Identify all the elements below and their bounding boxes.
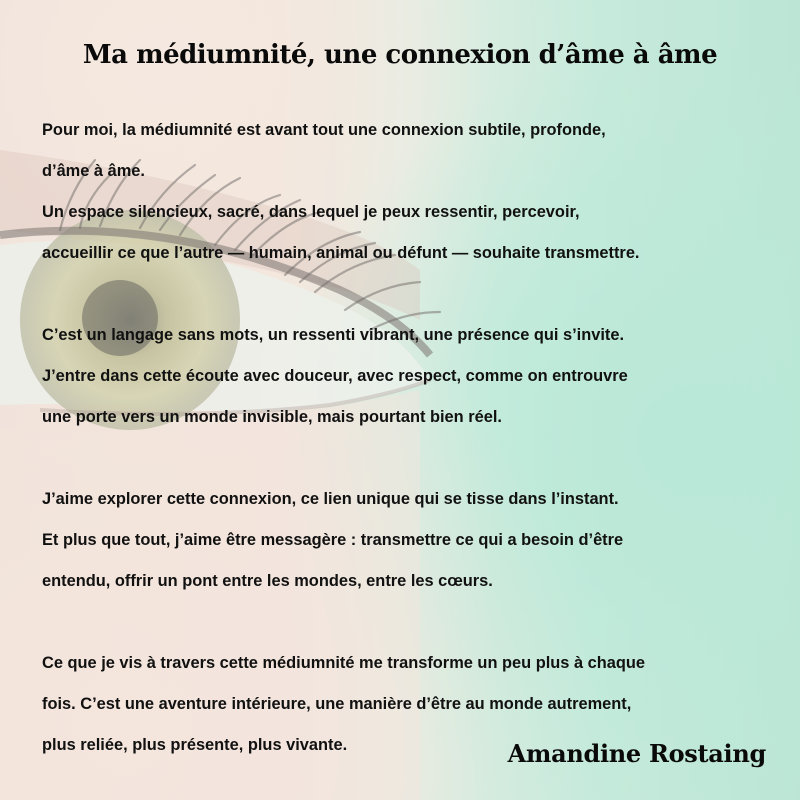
text-line: accueillir ce que l’autre — humain, animal ou défunt — souhaite transmettre.	[42, 244, 640, 262]
body-text	[42, 115, 772, 800]
text-line: fois. C’est une aventure intérieure, une manière d’être au monde autrement,	[42, 695, 632, 713]
text-line: Ce que je vis à travers cette médiumnité me transforme un peu plus à chaque	[42, 654, 646, 672]
text-line: plus reliée, plus présente, plus vivante.	[42, 736, 348, 754]
poster-title: Ma médiumnité, une connexion d’âme à âme	[82, 40, 718, 70]
text-line: C’est un langage sans mots, un ressenti vibrant, une présence qui s’invite.	[42, 326, 625, 344]
text-line: Un espace silencieux, sacré, dans lequel je peux ressentir, percevoir,	[42, 203, 580, 221]
text-line: Et plus que tout, j’aime être messagère : transmettre ce qui a besoin d’être	[42, 531, 624, 549]
author-signature: Amandine Rostaing	[507, 739, 766, 768]
text-line: Pour moi, la médiumnité est avant tout une connexion subtile, profonde,	[42, 121, 606, 139]
text-line: d’âme à âme.	[42, 162, 145, 180]
text-line: J’aime explorer cette connexion, ce lien unique qui se tisse dans l’instant.	[42, 490, 619, 508]
paragraph-3	[42, 484, 772, 607]
paragraph-2	[42, 320, 772, 443]
text-line: J’entre dans cette écoute avec douceur, avec respect, comme on entrouvre	[42, 367, 628, 385]
text-line: une porte vers un monde invisible, mais pourtant bien réel.	[42, 408, 502, 426]
paragraph-1	[42, 115, 772, 279]
text-line: entendu, offrir un pont entre les mondes, entre les cœurs.	[42, 572, 493, 590]
